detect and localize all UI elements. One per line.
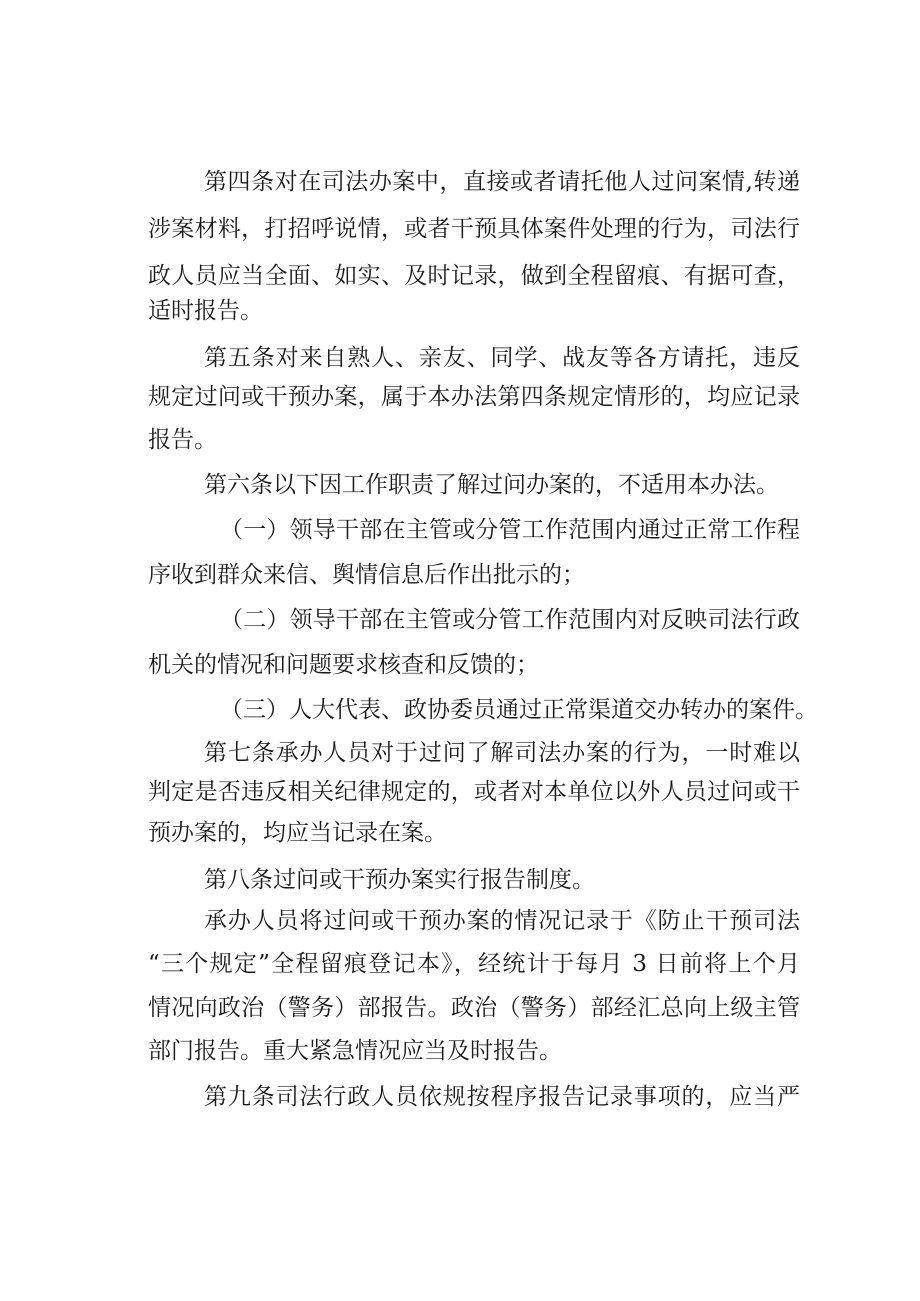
- paragraph-9-line-4: 部门报告。重大紧急情况应当及时报告。: [148, 1038, 562, 1064]
- paragraph-2-line-3: 报告。: [148, 427, 217, 453]
- paragraph-2-line-1: 第五条对来自熟人、亲友、同学、战友等各方请托，违反: [204, 345, 800, 371]
- paragraph-2-line-2: 规定过问或干预办案，属于本办法第四条规定情形的，均应记录: [148, 384, 800, 410]
- item-1-line-1: （一）领导干部在主管或分管工作范围内通过正常工作程: [220, 517, 800, 543]
- paragraph-9-line-3: 情况向政治（警务）部报告。政治（警务）部经汇总向上级主管: [148, 995, 800, 1021]
- item-2-line-2: 机关的情况和问题要求核查和反馈的；: [148, 652, 539, 678]
- paragraph-7-line-1: 第七条承办人员对于过问了解司法办案的行为，一时难以: [204, 740, 800, 766]
- paragraph-10-line-1: 第九条司法行政人员依规按程序报告记录事项的，应当严: [204, 1084, 800, 1110]
- paragraph-9-line-1: 承办人员将过问或干预办案的情况记录于《防止干预司法: [204, 908, 800, 934]
- paragraph-1-line-1: 第四条对在司法办案中，直接或者请托他人过问案情,转递: [204, 169, 800, 195]
- paragraph-7-line-2: 判定是否违反相关纪律规定的，或者对本单位以外人员过问或干: [148, 779, 800, 805]
- item-3-line-1: （三）人大代表、政协委员通过正常渠道交办转办的案件。: [220, 697, 818, 723]
- paragraph-1-line-4: 适时报告。: [148, 298, 263, 324]
- paragraph-3-line-1: 第六条以下因工作职责了解过问办案的，不适用本办法。: [204, 472, 779, 498]
- paragraph-8-line-1: 第八条过问或干预办案实行报告制度。: [204, 867, 595, 893]
- item-1-line-2: 序收到群众来信、舆情信息后作出批示的；: [148, 562, 585, 588]
- paragraph-7-line-3: 预办案的，均应当记录在案。: [148, 820, 447, 846]
- paragraph-1-line-2: 涉案材料，打招呼说情，或者干预具体案件处理的行为，司法行: [148, 216, 800, 242]
- item-2-line-1: （二）领导干部在主管或分管工作范围内对反映司法行政: [220, 607, 800, 633]
- paragraph-1-line-3: 政人员应当全面、如实、及时记录，做到全程留痕、有据可查，: [148, 263, 800, 289]
- paragraph-9-line-2: “三个规定”全程留痕登记本》，经统计于每月 3 日前将上个月: [148, 951, 800, 977]
